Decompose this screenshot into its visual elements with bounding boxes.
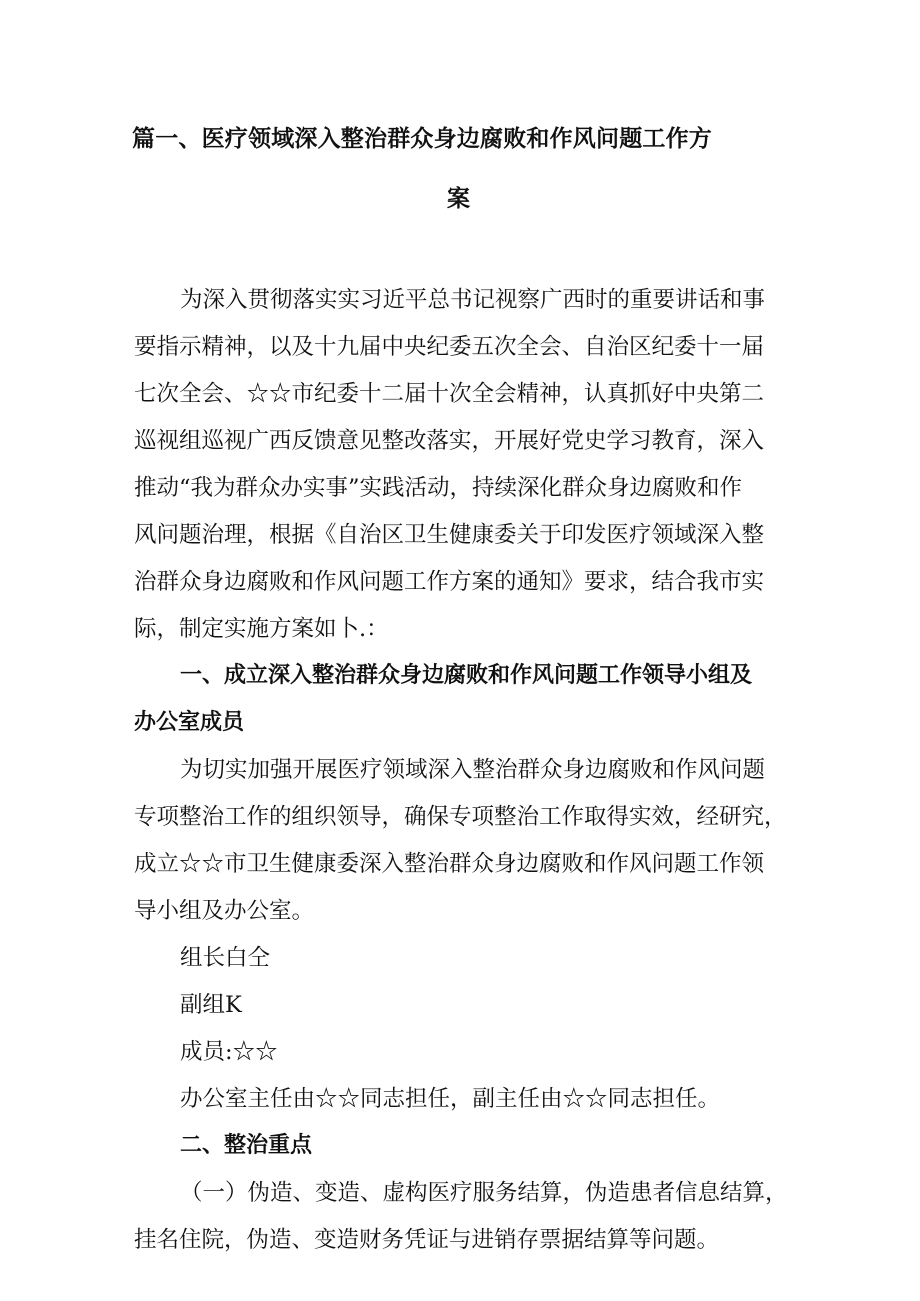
item-1-line: 挂名住院，伪造、变造财务凭证与进销存票据结算等问题。 [134, 1227, 720, 1253]
intro-line: 推动“我为群众办实事”实践活动，持续深化群众身边腐败和作 [134, 475, 743, 501]
members-line: 成员:☆☆ [180, 1039, 278, 1065]
item-1-line: （一）伪造、变造、虚构医疗服务结算，伪造患者信息结算， [180, 1180, 788, 1206]
intro-line: 际，制定实施方案如卜.： [134, 616, 389, 642]
deputy-line: 副组K [180, 992, 242, 1018]
section-1-paragraph-line: 成立☆☆市卫生健康委深入整治群众身边腐败和作风问题工作领 [134, 851, 765, 877]
intro-line: 巡视组巡视广西反馈意见整改落实，开展好党史学习教育，深入 [134, 428, 765, 454]
document-title-line-1: 篇一、医疗领域深入整治群众身边腐败和作风问题工作方 [132, 126, 712, 152]
intro-line: 治群众身边腐败和作风问题工作方案的通知》要求，结合我市实 [134, 569, 765, 595]
leader-line: 组长白仝 [180, 945, 271, 971]
section-1-heading-line-1: 一、成立深入整治群众身边腐败和作风问题工作领导小组及 [180, 663, 753, 688]
intro-line: 七次全会、☆☆市纪委十二届十次全会精神，认真抓好中央第二 [134, 381, 765, 407]
intro-line: 要指示精神，以及十九届中央纪委五次全会、自治区纪委十一届 [134, 334, 765, 360]
section-1-heading-line-2: 办公室成员 [134, 710, 245, 735]
section-1-paragraph-line: 专项整治工作的组织领导，确保专项整治工作取得实效，经研究， [134, 804, 787, 830]
section-2-heading: 二、整治重点 [180, 1133, 313, 1158]
document-title-line-2: 案 [447, 186, 471, 212]
office-line: 办公室主任由☆☆同志担任，副主任由☆☆同志担任。 [180, 1086, 721, 1112]
intro-line: 风问题治理，根据《自治区卫生健康委关于印发医疗领域深入整 [134, 522, 765, 548]
intro-line: 为深入贯彻落实实习近平总书记视察广西时的重要讲话和事 [180, 287, 766, 313]
section-1-paragraph-line: 为切实加强开展医疗领域深入整治群众身边腐败和作风问题 [180, 757, 766, 783]
section-1-paragraph-line: 导小组及办公室。 [134, 898, 315, 924]
